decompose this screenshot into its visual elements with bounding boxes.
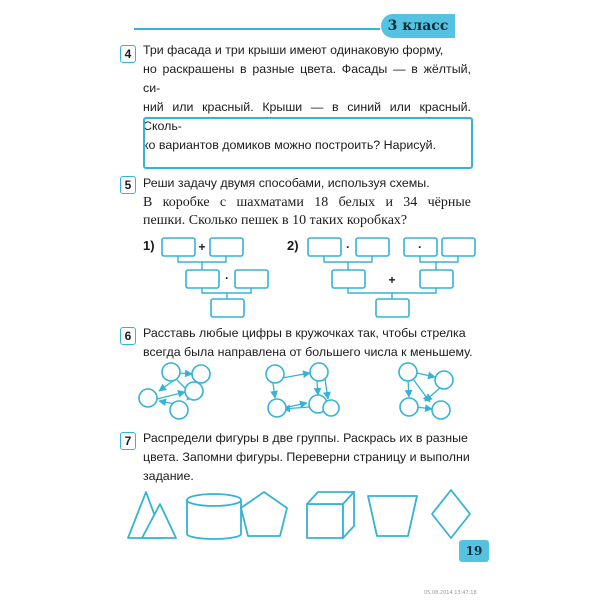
number-circle[interactable] <box>432 401 450 419</box>
operator-plus: + <box>388 273 396 287</box>
operator-dot: · <box>225 271 229 285</box>
grade-tab: 3 класс <box>381 14 455 38</box>
scheme-1-label: 1) <box>143 238 155 253</box>
scheme-2-box[interactable] <box>442 238 475 256</box>
connector <box>420 256 436 270</box>
number-circle[interactable] <box>310 363 328 381</box>
arrow-graph-3 <box>399 363 453 419</box>
number-circle[interactable] <box>192 365 210 383</box>
task-5-problem-line: В коробке с шахматами 18 белых и 34 чёрные <box>143 195 471 210</box>
connector <box>202 256 226 262</box>
number-circle[interactable] <box>435 371 453 389</box>
trapezoid-shape[interactable] <box>368 496 417 536</box>
task-6-number: 6 <box>120 327 136 345</box>
arrow-graph-2 <box>266 363 339 417</box>
task-6-line: Расставь любые цифры в кружочках так, чтобы стрелка <box>143 326 466 340</box>
arrow-graph-1 <box>139 363 210 419</box>
scheme-2-box[interactable] <box>308 238 341 256</box>
pentagon-shape[interactable] <box>241 492 287 536</box>
task-4-line: но раскрашены в разные цвета. Фасады — в жёлтый, си- <box>143 62 471 95</box>
task-5-problem-line: пешки. Сколько пешек в 10 таких коробках? <box>143 213 408 228</box>
task-7-shapes <box>120 484 480 544</box>
triangles-shape[interactable] <box>128 492 176 538</box>
task-7-text <box>143 429 473 486</box>
number-circle[interactable] <box>266 365 284 383</box>
scheme-2-box[interactable] <box>420 270 453 288</box>
task-4-line: ний или красный. Крыши — в синий или красный. Сколь- <box>143 100 471 133</box>
task-5-problem <box>143 194 471 230</box>
task-6-line: всегда была направлена от большего числа к меньшему. <box>143 345 473 359</box>
number-circle[interactable] <box>323 400 339 416</box>
scheme-2-box[interactable] <box>356 238 389 256</box>
task-5-instruction: Реши задачу двумя способами, используя схемы. <box>143 176 430 190</box>
task-7-line: Распредели фигуры в две группы. Раскрась их в разные <box>143 431 468 445</box>
task-4-number: 4 <box>120 45 136 63</box>
print-timestamp: 05.08.2014 13:47:18 <box>424 590 477 596</box>
scheme-1-box[interactable] <box>211 299 244 317</box>
number-circle[interactable] <box>139 389 157 407</box>
operator-dot: · <box>346 240 350 254</box>
task-4-answer-box[interactable] <box>143 117 473 169</box>
number-circle[interactable] <box>268 399 286 417</box>
rhombus-shape[interactable] <box>432 490 470 538</box>
connector <box>178 256 202 270</box>
cylinder-shape[interactable] <box>187 494 241 539</box>
scheme-2-box[interactable] <box>332 270 365 288</box>
scheme-1-box[interactable] <box>210 238 243 256</box>
number-circle[interactable] <box>399 363 417 381</box>
task-5-schemes <box>150 228 480 328</box>
scheme-1-box[interactable] <box>162 238 195 256</box>
connector <box>202 288 227 299</box>
task-7-line: задание. <box>143 469 194 483</box>
task-5-number: 5 <box>120 176 136 194</box>
scheme-2-box[interactable] <box>376 299 409 317</box>
connector <box>348 288 392 299</box>
connector <box>436 256 458 262</box>
scheme-1-box[interactable] <box>235 270 268 288</box>
number-circle[interactable] <box>162 363 180 381</box>
task-4-line: Три фасада и три крыши имеют одинаковую форму, <box>143 43 444 57</box>
header-rule <box>134 28 380 30</box>
task-6-graphs <box>125 355 465 430</box>
connector <box>348 256 372 262</box>
cube-shape[interactable] <box>307 492 354 538</box>
operator-plus: + <box>198 240 206 254</box>
connector <box>324 256 348 270</box>
task-7-line: цвета. Запомни фигуры. Переверни страницу и выполни <box>143 450 470 464</box>
number-circle[interactable] <box>185 382 203 400</box>
page-number: 19 <box>459 540 489 562</box>
operator-dot: · <box>418 240 422 254</box>
number-circle[interactable] <box>400 398 418 416</box>
task-4-line: ко вариантов домиков можно построить? Нарисуй. <box>143 138 437 152</box>
number-circle[interactable] <box>170 401 188 419</box>
scheme-1-box[interactable] <box>186 270 219 288</box>
scheme-2-label: 2) <box>287 238 299 253</box>
task-7-number: 7 <box>120 432 136 450</box>
